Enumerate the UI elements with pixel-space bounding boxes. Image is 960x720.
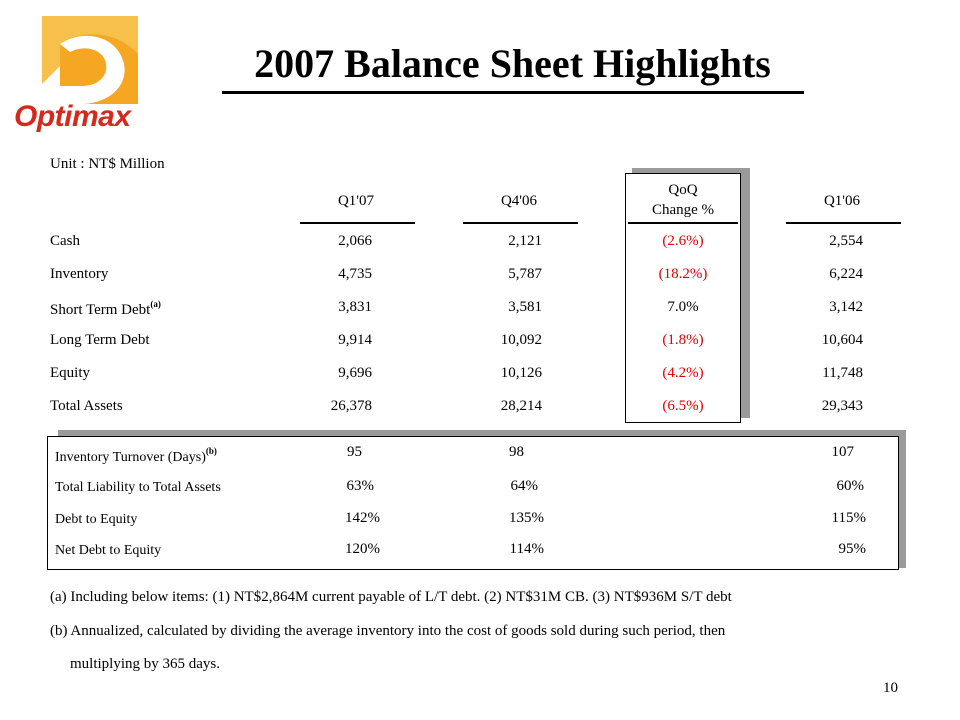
row-qoq: (4.2%) (662, 365, 704, 381)
header-q1-07: Q1'07 (337, 193, 375, 209)
ratio-q4-06: 114% (509, 541, 544, 557)
row-q1-06: 2,554 (829, 233, 863, 249)
title-underline (222, 91, 804, 94)
header-q4-06: Q4'06 (500, 193, 538, 209)
qoq-column-header (625, 180, 741, 220)
row-q1-06: 10,604 (821, 332, 863, 348)
row-qoq: (6.5%) (662, 398, 704, 414)
ratio-q1-06: 107 (831, 444, 854, 460)
qoq-header-line2: Change % (651, 202, 715, 218)
ratio-q4-06: 135% (509, 510, 544, 526)
row-q4-06: 10,092 (500, 332, 542, 348)
note-marker-a: (a) (150, 299, 161, 309)
row-q1-07: 2,066 (338, 233, 372, 249)
ratio-q1-06: 115% (831, 510, 866, 526)
row-q1-06: 6,224 (829, 266, 863, 282)
ratio-label (55, 446, 217, 466)
row-q4-06: 5,787 (508, 266, 542, 282)
ratio-label: Total Liability to Total Assets (55, 480, 221, 495)
row-q1-07: 26,378 (330, 398, 372, 414)
logo-wordmark: Optimax (14, 100, 131, 133)
row-q1-06: 3,142 (829, 299, 863, 315)
row-label: Cash (50, 233, 80, 249)
header-q1-06: Q1'06 (823, 193, 861, 209)
ratio-q1-07: 142% (345, 510, 380, 526)
ratio-q1-07: 120% (345, 541, 380, 557)
row-q1-07: 4,735 (338, 266, 372, 282)
ratio-q1-07: 63% (346, 478, 374, 494)
ratio-q4-06: 64% (510, 478, 538, 494)
header-q1-06-rule (786, 222, 901, 224)
row-q1-07: 9,914 (338, 332, 372, 348)
page-number: 10 (883, 680, 898, 696)
unit-label: Unit : NT$ Million (50, 156, 165, 172)
row-q4-06: 28,214 (500, 398, 542, 414)
header-q4-06-rule (463, 222, 578, 224)
ratio-q1-06: 60% (836, 478, 864, 494)
row-qoq: (2.6%) (662, 233, 704, 249)
row-label: Equity (50, 365, 90, 381)
row-label: Inventory (50, 266, 109, 282)
footnote-a: (a) Including below items: (1) NT$2,864M current payable of L/T debt. (2) NT$31M CB. (3) NT$936M S/T debt (50, 589, 732, 605)
row-q1-06: 29,343 (821, 398, 863, 414)
qoq-header-rule (628, 222, 738, 224)
row-qoq: 7.0% (667, 299, 699, 315)
row-label (50, 299, 161, 319)
row-qoq: (18.2%) (658, 266, 708, 282)
page-title: 2007 Balance Sheet Highlights (254, 41, 771, 86)
qoq-header-line1: QoQ (668, 182, 698, 198)
row-q1-07: 3,831 (338, 299, 372, 315)
row-qoq: (1.8%) (662, 332, 704, 348)
note-marker-b: (b) (205, 446, 217, 456)
ratio-q1-06: 95% (838, 541, 866, 557)
row-q4-06: 10,126 (500, 365, 542, 381)
ratio-label-text: Inventory Turnover (Days) (55, 450, 206, 465)
row-q1-07: 9,696 (338, 365, 372, 381)
ratio-label: Debt to Equity (55, 512, 138, 527)
footnote-b-line1: (b) Annualized, calculated by dividing the average inventory into the cost of goods sold during such period, then (50, 623, 726, 639)
ratio-q4-06: 98 (509, 444, 524, 460)
ratio-label: Net Debt to Equity (55, 543, 162, 558)
row-label: Total Assets (50, 398, 123, 414)
row-q4-06: 2,121 (508, 233, 542, 249)
footnote-b-line2: multiplying by 365 days. (70, 656, 220, 672)
row-q4-06: 3,581 (508, 299, 542, 315)
ratio-q1-07: 95 (347, 444, 362, 460)
header-q1-07-rule (300, 222, 415, 224)
row-q1-06: 11,748 (822, 365, 863, 381)
row-label-text: Short Term Debt (50, 302, 151, 318)
row-label: Long Term Debt (50, 332, 150, 348)
